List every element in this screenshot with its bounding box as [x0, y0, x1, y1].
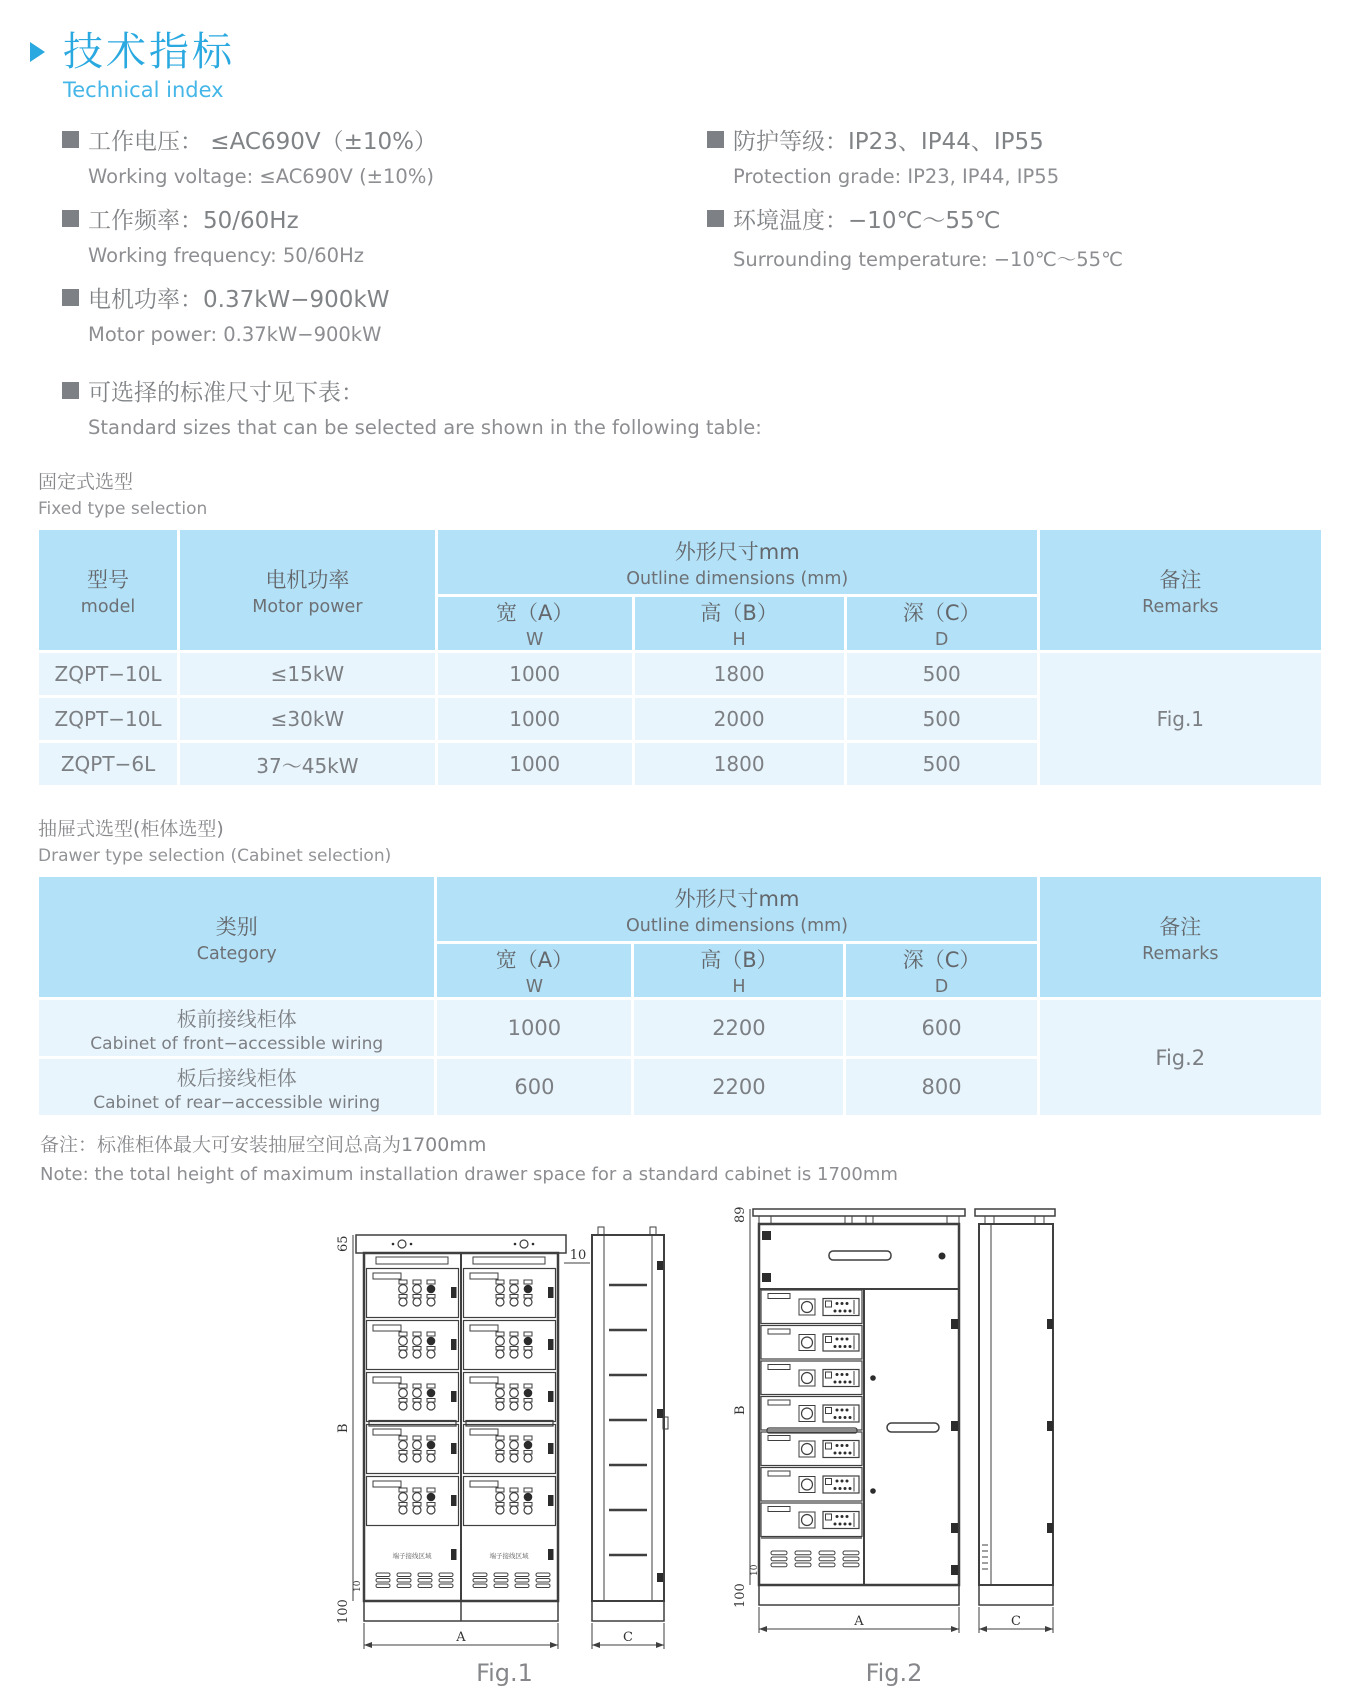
col-header-remarks	[1040, 877, 1321, 997]
header-zh: 备注	[1159, 567, 1202, 592]
cell-depth: 500	[847, 653, 1037, 695]
drawer-unit	[464, 1373, 556, 1422]
fig2-dim-10: 10	[750, 1564, 760, 1576]
header-en: Remarks	[1142, 943, 1219, 964]
header-zh: 类别	[215, 914, 258, 939]
cell-category-zh: 板前接线柜体	[176, 1006, 297, 1031]
cell-width: 1000	[437, 1000, 631, 1056]
cell-height: 2000	[635, 698, 844, 740]
fig1-dim-100: 100	[336, 1599, 351, 1624]
header-en: Motor power	[252, 596, 363, 617]
fig2-cabinet-drawing	[729, 1193, 1059, 1653]
drawer-unit	[367, 1321, 459, 1370]
terminal-area-label: 端子接线区域	[489, 1552, 529, 1560]
spec-zh: 工作电压： ≤AC690V（±10%）	[88, 128, 437, 155]
header-en: D	[934, 977, 949, 997]
bullet-square-icon	[62, 210, 79, 227]
header-zh: 高（B）	[700, 601, 778, 625]
spec-zh: 可选择的标准尺寸见下表：	[88, 379, 364, 406]
drawer-unit	[464, 1321, 556, 1370]
spec-column-right	[707, 126, 1357, 363]
fig2-dim-89: 89	[733, 1206, 748, 1223]
cell-depth: 800	[846, 1059, 1036, 1115]
col-header-depth	[846, 944, 1036, 997]
spec-item	[707, 126, 1357, 155]
vent-slots	[397, 1573, 411, 1588]
spec-zh: 环境温度：−10℃～55℃	[733, 207, 1001, 234]
spec-item	[62, 126, 707, 155]
vent-slots	[536, 1573, 550, 1588]
spec-en: Standard sizes that can be selected are shown in the following table:	[88, 416, 762, 439]
cell-power: ≤30kW	[180, 698, 435, 740]
spec-en: Working voltage: ≤AC690V (±10%)	[88, 165, 434, 188]
spec-en: Working frequency: 50/60Hz	[88, 244, 364, 267]
bullet-square-icon	[62, 131, 79, 148]
cell-depth: 600	[846, 1000, 1036, 1056]
col-header-height	[635, 597, 844, 650]
fig2-caption: Fig.2	[865, 1659, 923, 1687]
cell-remark: Fig.2	[1040, 1000, 1321, 1115]
header-en: W	[526, 630, 544, 650]
figures-area	[332, 1193, 1357, 1687]
table-row	[39, 1000, 1321, 1056]
fig1-caption: Fig.1	[476, 1659, 533, 1687]
spec-en: Surrounding temperature: −10℃～55℃	[733, 248, 1123, 271]
col-header-category	[39, 877, 434, 997]
spec-column-left	[62, 126, 707, 363]
header-en: Outline dimensions (mm)	[626, 568, 849, 589]
drawer-unit	[464, 1425, 556, 1474]
header-en: H	[732, 977, 746, 997]
footnote	[40, 1130, 1357, 1185]
figure-2	[729, 1193, 1059, 1687]
cell-category-en: Cabinet of rear−accessible wiring	[93, 1092, 381, 1113]
spec-item	[62, 205, 707, 234]
spec-item	[62, 284, 707, 313]
fig2-dim-A: A	[854, 1614, 864, 1629]
header-zh: 深（C）	[902, 948, 981, 972]
vent-slots	[376, 1573, 390, 1588]
header-zh: 高（B）	[700, 948, 778, 972]
footnote-zh: 备注：标准柜体最大可安装抽屉空间总高为1700mm	[40, 1134, 487, 1156]
header-en: D	[934, 630, 949, 650]
cell-category-zh: 板后接线柜体	[176, 1065, 297, 1090]
section-label-en: Fixed type selection	[38, 499, 208, 519]
cell-depth: 500	[847, 698, 1037, 740]
header-zh: 外形尺寸mm	[674, 886, 800, 911]
cell-width: 1000	[438, 698, 632, 740]
drawer-unit	[367, 1373, 459, 1422]
vent-slots	[819, 1551, 835, 1567]
terminal-area-label: 端子接线区域	[392, 1552, 432, 1560]
drawer-unit	[761, 1503, 862, 1537]
cell-width: 1000	[438, 743, 632, 785]
cell-power: 37～45kW	[180, 743, 435, 785]
spec-zh: 电机功率：0.37kW−900kW	[88, 286, 390, 313]
cell-height: 1800	[635, 653, 844, 695]
fig2-front-view	[733, 1206, 965, 1633]
vent-slots	[439, 1573, 453, 1588]
fig2-dim-B: B	[733, 1405, 748, 1415]
col-header-power	[180, 530, 435, 650]
page-title: 技术指标	[63, 29, 235, 75]
drawer-type-table	[36, 874, 1324, 1118]
fig1-cabinet-drawing	[332, 1193, 677, 1653]
cell-category	[39, 1059, 434, 1115]
drawer-unit	[761, 1432, 862, 1466]
cap-indicator	[392, 1240, 413, 1248]
section-label-en: Drawer type selection (Cabinet selection)	[38, 846, 392, 866]
section-arrow-icon	[30, 42, 45, 62]
col-header-width	[437, 944, 631, 997]
table-row	[39, 653, 1321, 695]
cell-height: 2200	[634, 1059, 843, 1115]
drawer-table-label	[38, 814, 1357, 866]
header-en: H	[732, 630, 746, 650]
cell-height: 1800	[635, 743, 844, 785]
drawer-unit	[761, 1468, 862, 1502]
col-header-width	[438, 597, 632, 650]
fig1-front-view	[336, 1227, 668, 1649]
drawer-unit	[367, 1477, 459, 1526]
vent-slots	[771, 1551, 787, 1567]
cell-width: 1000	[438, 653, 632, 695]
footnote-en: Note: the total height of maximum installation drawer space for a standard cabinet is 1700mm	[40, 1164, 898, 1185]
header-en: Category	[196, 943, 277, 964]
vent-slots	[795, 1551, 811, 1567]
header-en: Remarks	[1142, 596, 1219, 617]
page-header	[30, 30, 1357, 74]
fig1-dim-10-top: 10	[569, 1248, 587, 1263]
header-zh: 电机功率	[265, 567, 350, 592]
spec-item	[707, 205, 1357, 234]
vent-slots	[843, 1551, 859, 1567]
drawer-unit	[367, 1269, 459, 1318]
header-zh: 型号	[87, 567, 130, 592]
bullet-square-icon	[62, 382, 79, 399]
fig1-dim-A: A	[456, 1630, 466, 1645]
cell-remark: Fig.1	[1040, 653, 1321, 785]
section-label-zh: 抽屉式选型(柜体选型)	[38, 818, 224, 840]
col-header-height	[634, 944, 843, 997]
fig1-side-view	[592, 1227, 668, 1649]
drawer-unit	[464, 1477, 556, 1526]
spec-item	[62, 377, 1357, 406]
section-label-zh: 固定式选型	[38, 471, 134, 493]
vent-slots	[473, 1573, 487, 1588]
col-header-depth	[847, 597, 1037, 650]
header-zh: 深（C）	[902, 601, 981, 625]
cell-model: ZQPT−10L	[39, 698, 177, 740]
header-en: W	[525, 977, 544, 997]
sizes-note	[62, 377, 1357, 441]
col-header-dimensions	[438, 530, 1037, 594]
spec-zh: 防护等级：IP23、IP44、IP55	[733, 128, 1044, 155]
cell-power: ≤15kW	[180, 653, 435, 695]
fig1-dim-B: B	[336, 1423, 351, 1433]
header-en: model	[80, 596, 136, 617]
page-subtitle: Technical index	[63, 78, 224, 102]
fixed-type-table	[36, 527, 1324, 788]
drawer-unit	[761, 1326, 862, 1360]
fig1-dim-C: C	[623, 1630, 633, 1645]
figure-1	[332, 1193, 677, 1687]
spec-list	[62, 126, 1357, 363]
bullet-square-icon	[62, 289, 79, 306]
fixed-table-label	[38, 467, 1357, 519]
col-header-dimensions	[437, 877, 1036, 941]
cell-model: ZQPT−10L	[39, 653, 177, 695]
vent-slots	[515, 1573, 529, 1588]
spec-zh: 工作频率：50/60Hz	[88, 207, 299, 234]
drawer-unit	[761, 1361, 862, 1395]
spec-en: Protection grade: IP23, IP44, IP55	[733, 165, 1060, 188]
cell-depth: 500	[847, 743, 1037, 785]
header-en: Outline dimensions (mm)	[626, 915, 848, 936]
bullet-square-icon	[707, 210, 724, 227]
cell-category	[39, 1000, 434, 1056]
cell-width: 600	[437, 1059, 631, 1115]
col-header-model	[39, 530, 177, 650]
cell-model: ZQPT−6L	[39, 743, 177, 785]
cell-category-en: Cabinet of front−accessible wiring	[90, 1033, 384, 1054]
drawer-unit	[761, 1397, 862, 1431]
header-zh: 备注	[1159, 914, 1202, 939]
drawer-unit	[761, 1290, 862, 1324]
drawer-unit	[464, 1269, 556, 1318]
header-zh: 宽（A）	[495, 948, 574, 972]
drawer-unit	[367, 1425, 459, 1474]
bullet-square-icon	[707, 131, 724, 148]
vent-slots	[418, 1573, 432, 1588]
fig2-dim-C: C	[1011, 1614, 1021, 1629]
spec-en: Motor power: 0.37kW−900kW	[88, 323, 382, 346]
vent-slots	[494, 1573, 508, 1588]
header-zh: 宽（A）	[495, 601, 574, 625]
fig2-dim-100: 100	[733, 1583, 748, 1608]
header-zh: 外形尺寸mm	[674, 539, 800, 564]
fig1-dim-10-bottom: 10	[353, 1580, 363, 1592]
cell-height: 2200	[634, 1000, 843, 1056]
cap-indicator	[514, 1240, 535, 1248]
fig1-dim-65: 65	[336, 1235, 351, 1252]
fig2-side-view	[975, 1209, 1055, 1633]
col-header-remarks	[1040, 530, 1321, 650]
